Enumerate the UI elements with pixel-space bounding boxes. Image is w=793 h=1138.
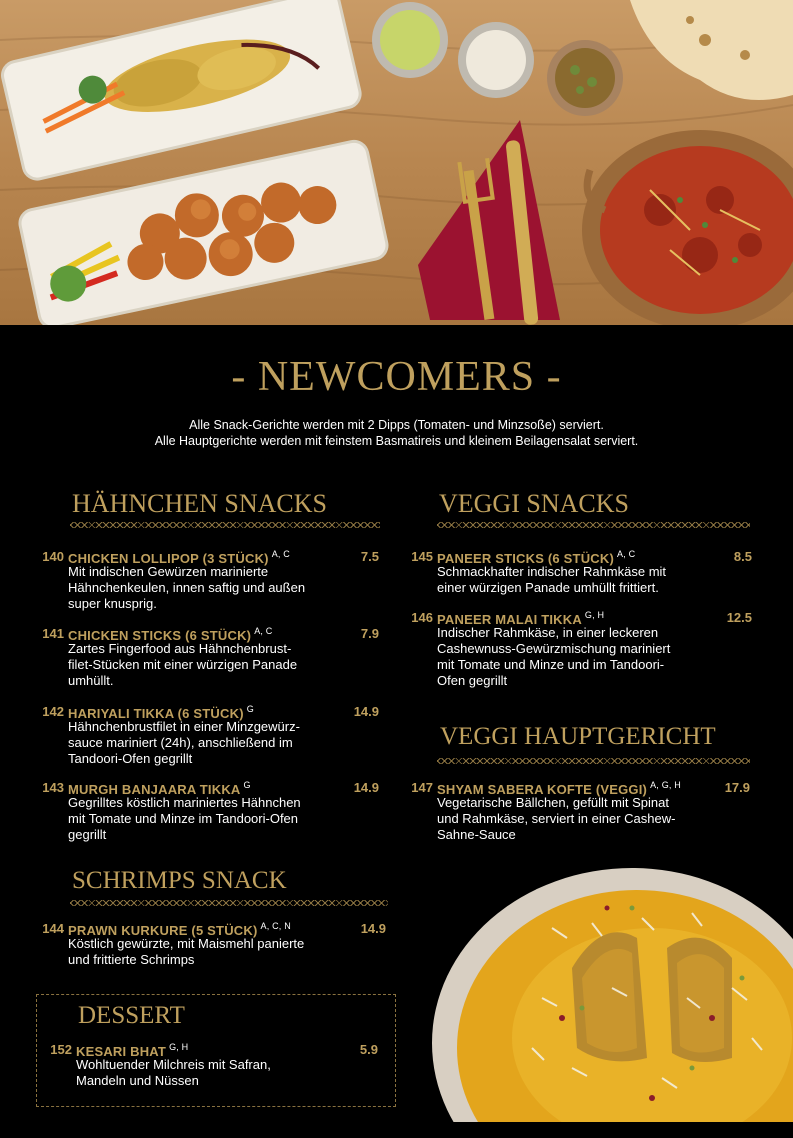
- item-description: Schmackhafter indischer Rahmkäse mit einer würzigen Panade umhüllt frittiert.: [437, 564, 667, 595]
- item-name: PANEER MALAI TIKKA $^{G, H}$: [437, 610, 605, 627]
- item-name: CHICKEN LOLLIPOP (3 STÜCK) $^{A, C}$: [68, 549, 291, 566]
- item-number: 147: [411, 780, 433, 795]
- item-description: Wohltuender Milchreis mit Safran, Mandeln und Nüssen: [76, 1057, 271, 1088]
- item-name: CHICKEN STICKS (6 STÜCK) $^{A, C}$: [68, 626, 273, 643]
- item-description: Mit indischen Gewürzen marinierte Hähnchenkeulen, innen saftig und außen super knusprig.: [68, 564, 306, 611]
- item-name: HARIYALI TIKKA (6 STÜCK) $^G$: [68, 704, 254, 721]
- item-number: 143: [42, 780, 64, 795]
- item-number: 140: [42, 549, 64, 564]
- item-price: 8.5: [733, 549, 752, 564]
- allergen-codes: G, H: [169, 1042, 189, 1052]
- section-divider: [437, 522, 750, 528]
- item-description: Köstlich gewürzte, mit Maismehl panierte und frittierte Schrimps: [68, 936, 305, 967]
- item-name: SHYAM SABERA KOFTE (VEGGI) $^{A, G, H}$: [437, 780, 681, 797]
- item-price: 12.5: [726, 610, 752, 625]
- allergen-codes: A, C, N: [260, 921, 291, 931]
- allergen-codes: G, H: [584, 610, 605, 620]
- item-description: Indischer Rahmkäse, in einer leckeren Cashewnuss-Gewürzmischung mariniert mit Tomate und Minze und im Tandoori- Ofen gegrillt: [437, 625, 671, 688]
- item-price: 14.9: [353, 780, 379, 795]
- intro-text: [0, 417, 793, 449]
- kofte-dish-photo: [432, 868, 793, 1138]
- page-title: - NEWCOMERS -: [231, 354, 562, 400]
- item-name: MURGH BANJAARA TIKKA $^G$: [68, 780, 251, 797]
- section-title-veggi-snacks: VEGGI SNACKS: [439, 489, 629, 518]
- intro-line-2: Alle Hauptgerichte werden mit feinstem Basmatireis und kleinem Beilagensalat serviert.: [154, 434, 639, 448]
- intro-line-1: Alle Snack-Gerichte werden mit 2 Dipps (Tomaten- und Minzsoße) serviert.: [189, 418, 604, 432]
- item-price: 5.9: [359, 1042, 378, 1057]
- allergen-codes: G: [243, 780, 251, 790]
- item-price: 17.9: [724, 780, 750, 795]
- section-title-veggi-hauptgericht: VEGGI HAUPTGERICHT: [440, 723, 716, 750]
- item-number: 152: [50, 1042, 72, 1057]
- item-price: 14.9: [360, 921, 386, 936]
- item-number: 141: [42, 626, 64, 641]
- item-description: Hähnchenbrustfilet in einer Minzgewürz- sauce mariniert (24h), anschließend im Tandoori-Ofen gegrillt: [68, 719, 300, 766]
- item-price: 14.9: [353, 704, 379, 719]
- allergen-codes: A, G, H: [650, 780, 681, 790]
- section-title-dessert: DESSERT: [78, 1002, 185, 1029]
- section-divider: [70, 900, 388, 906]
- section-title-schrimps-snack: SCHRIMPS SNACK: [72, 867, 287, 894]
- section-divider: [437, 758, 750, 764]
- item-name: KESARI BHAT $^{G, H}$: [76, 1042, 189, 1059]
- item-name: PRAWN KURKURE (5 STÜCK) $^{A, C, N}$: [68, 921, 291, 938]
- allergen-codes: A, C: [271, 549, 291, 559]
- hero-food-photo: [0, 0, 793, 325]
- item-number: 144: [42, 921, 64, 936]
- section-title-haehnchen-snacks: HÄHNCHEN SNACKS: [72, 489, 327, 518]
- item-price: 7.9: [360, 626, 379, 641]
- item-description: Zartes Fingerfood aus Hähnchenbrust- filet-Stücken mit einer würzigen Panade umhüllt.: [68, 641, 298, 688]
- allergen-codes: G: [246, 704, 254, 714]
- allergen-codes: A, C: [254, 626, 273, 636]
- item-description: Gegrilltes köstlich mariniertes Hähnchen mit Tomate und Minze im Tandoori-Ofen gegrillt: [68, 795, 301, 842]
- item-price: 7.5: [360, 549, 379, 564]
- item-description: Vegetarische Bällchen, gefüllt mit Spinat und Rahmkäse, serviert in einer Cashew- Sahne-Sauce: [437, 795, 676, 842]
- item-name: PANEER STICKS (6 STÜCK) $^{A, C}$: [437, 549, 636, 566]
- item-number: 146: [411, 610, 433, 625]
- section-divider: [70, 522, 380, 528]
- item-number: 145: [411, 549, 433, 564]
- item-number: 142: [42, 704, 64, 719]
- allergen-codes: A, C: [616, 549, 636, 559]
